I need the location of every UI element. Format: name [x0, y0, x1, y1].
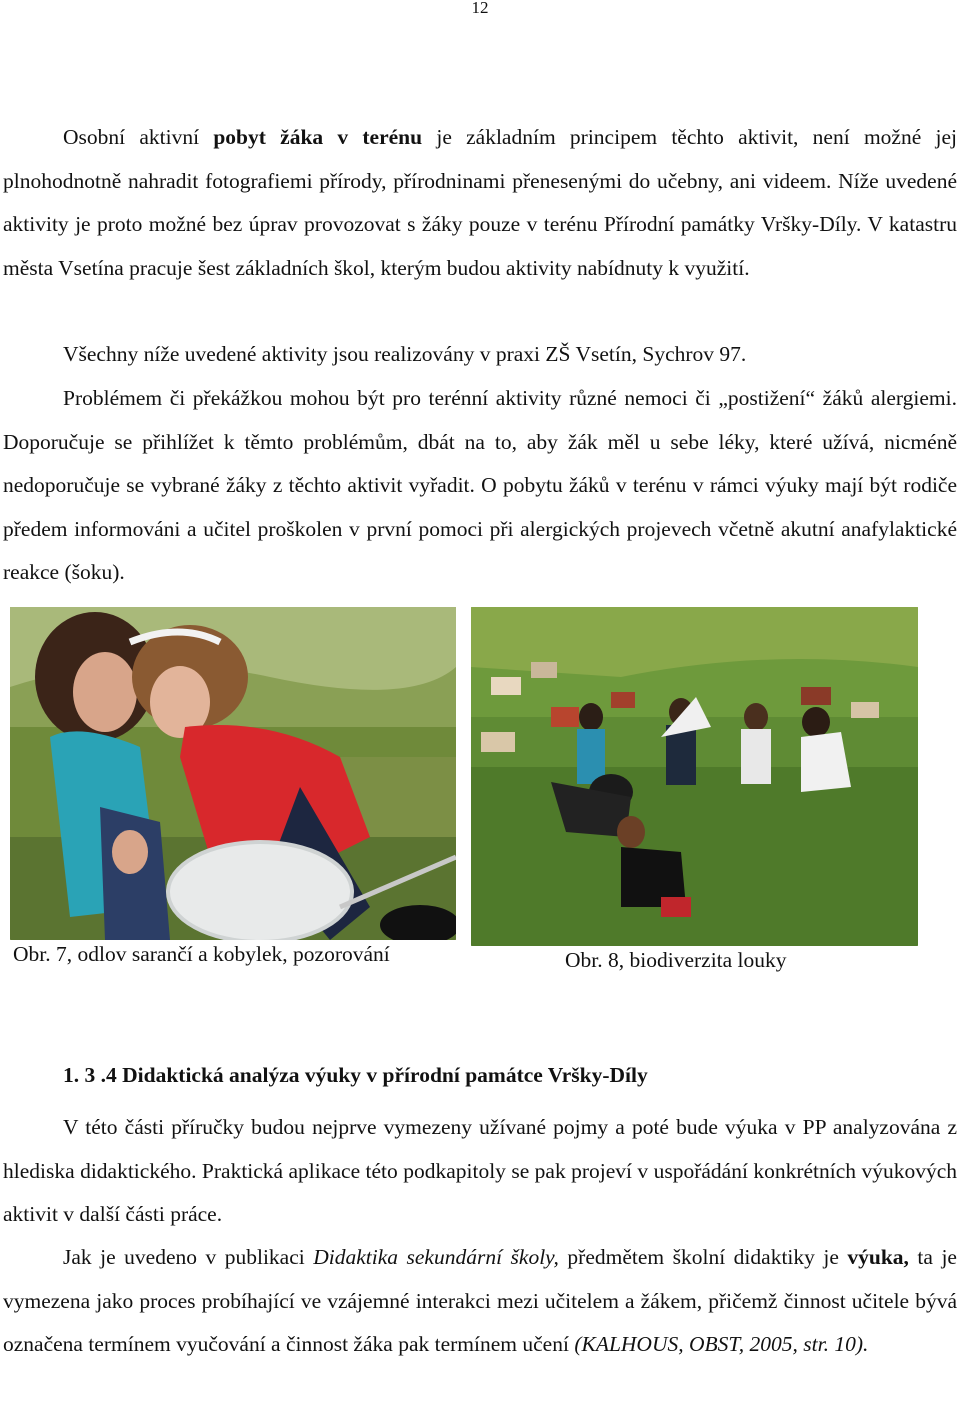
- photo-insect-catching-image: [10, 607, 456, 940]
- citation: (KALHOUS, OBST, 2005, str. 10).: [574, 1332, 869, 1356]
- photo-meadow-biodiversity-image: [471, 607, 918, 946]
- bold-text: výuka,: [847, 1245, 909, 1269]
- figure-8-caption: Obr. 8, biodiverzita louky: [565, 948, 787, 972]
- page-number: 12: [471, 0, 489, 17]
- figure-7-caption: Obr. 7, odlov sarančí a kobylek, pozorování: [13, 942, 390, 966]
- text-run: Jak je uvedeno v publikaci: [63, 1245, 314, 1269]
- paragraph-didactics: [3, 1236, 957, 1367]
- bold-text: pobyt žáka v terénu: [213, 125, 423, 149]
- text-run: Osobní aktivní: [63, 125, 214, 149]
- paragraph-allergies: Problémem či překážkou mohou být pro terénní aktivity různé nemoci či „postižení“ žáků alergiemi. Doporučuje se přihlížet k těmto problémům, dbát na to, aby žák měl u sebe léky, které užívá, nicméně nedoporučuje se vybrané žáky z těchto aktivit vyřadit. O pobytu žáků v terénu v rámci výuky mají být rodiče předem informováni a učitel proškolen v první pomoci při alergických projevech včetně akutní anafylaktické reakce (šoku).: [3, 386, 957, 584]
- paragraph-section-intro: V této části příručky budou nejprve vymezeny užívané pojmy a poté bude výuka v PP analyzována z hlediska didaktického. Praktická aplikace této podkapitoly se pak projeví v uspořádání konkrétních výukových aktivit v další části práce.: [3, 1115, 957, 1226]
- paragraph-intro: [3, 116, 957, 290]
- text-run: je základním principem těchto aktivit, není možné jej plnohodnotně nahradit fotografiemi přírody, přírodninami přenesenými do učebny, ani videem. Níže uvedené aktivity je proto možné bez úprav provozovat s žáky pouze v terénu Přírodní památky Vršky-Díly. V katastru města Vsetína pracuje šest základních škol, kterým budou aktivity nabídnuty k využití.: [3, 125, 957, 280]
- publication-title: Didaktika sekundární školy,: [313, 1245, 559, 1269]
- text-run: ta je vymezena jako proces probíhající ve vzájemné interakci mezi učitelem a žákem, přičemž činnost učitele bývá označena termínem vyučování a činnost žáka pak termínem učení: [3, 1245, 957, 1356]
- text-run: předmětem školní didaktiky je: [558, 1245, 848, 1269]
- section-heading: 1. 3 .4 Didaktická analýza výuky v přírodní památce Vršky-Díly: [63, 1063, 648, 1087]
- paragraph-practice: Všechny níže uvedené aktivity jsou realizovány v praxi ZŠ Vsetín, Sychrov 97.: [63, 342, 747, 366]
- photo-insect-catching: [10, 607, 456, 940]
- photo-meadow-biodiversity: [471, 607, 918, 946]
